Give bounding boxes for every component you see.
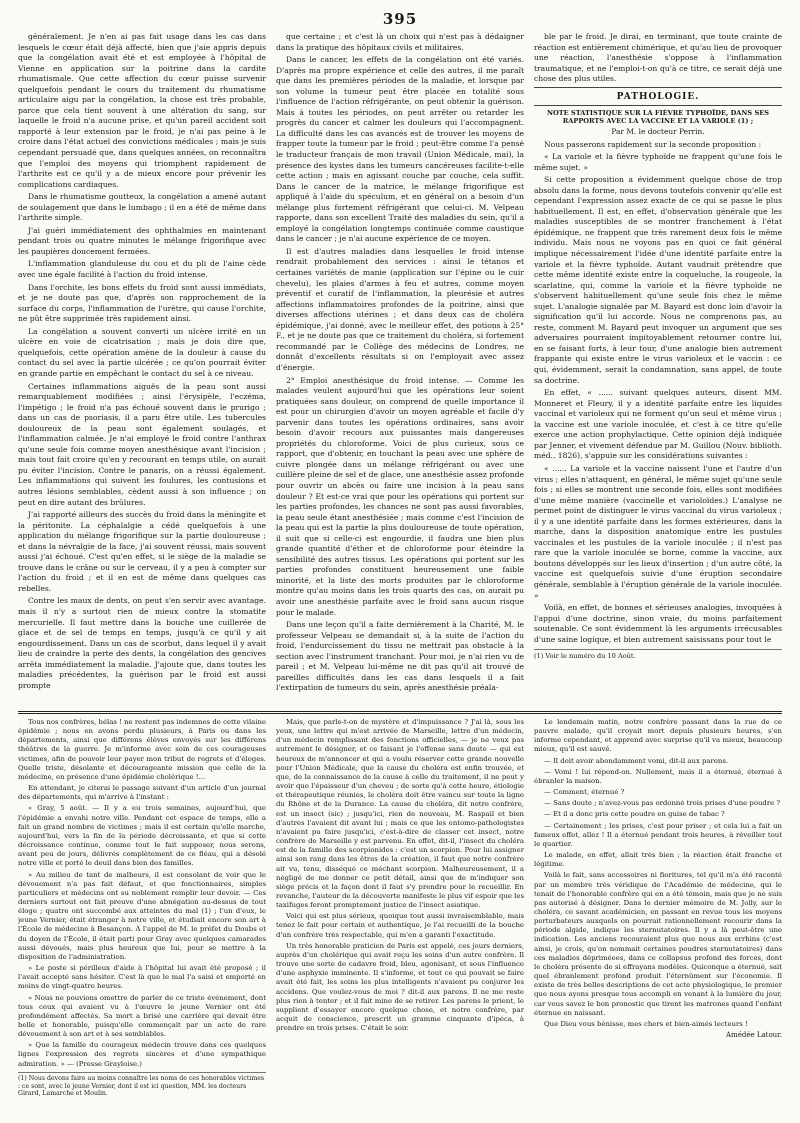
paragraph: 2° Emploi anesthésique du froid intense. — Comme les malades veulent aujourd'hui que les opérations leur soient pratiquées sans douleur, on comprend de quelle importance il est pour un chirurgien d'avoir un moyen agréable et facile d'y parvenir dans toutes les opérations ordinaires, sans avoir besoin d'avoir recours aux puissantes mais dangereuses propriétés du chloroforme. Voici de plus curieux, sous ce rapport, que d'obtenir, en touchant la peau avec une sphère de cuivre plongée dans un mélange réfrigérant ou avec une cuillère pleine de sel et de glace, une anesthésie assez profonde pour ouvrir un abcès ou faire une incision à la peau sans douleur ? Et est-ce vrai que pour les opérations qui portent sur les parties profondes, les chances ne sont pas aussi favorables, la peau seule étant anesthésiée ; mais comme c'est l'incision de la peau qui est la partie la plus douloureuse de toute opération, il suit que si celle-ci est engourdie, il faudra une bien plus grande quantité d'éther et de chloroforme pour éteindre la sensibilité des autres tissus. Les opérations qui portent sur les parties profondes constituent heureusement une faible minorité, et la liste des morts produites par le chloroforme montre qu'au moins dans les trois quarts des cas, on aurait pu avoir une anesthésie parfaite avec le froid sans aucun risque pour le malade. [276,375,524,617]
paragraph: Voici qui est plus sérieux, quoique tout aussi invraisemblable, mais tenez le fait pour certain et authentique, je l'ai recueilli de la bouche d'un confrère très respectable, qui m'en a garanti l'exactitude. [276,912,524,939]
paragraph: Dans l'orchite, les bons effets du froid sont aussi immédiats, et je ne doute pas que, d'après son rapprochement de la surface du corps, l'inflammation de l'urètre, qui cause l'orchite, ne pût être supprimée très rapidement ainsi. [18,282,266,324]
byline: Par M. le docteur Perrin. [611,126,705,136]
paragraph: » Le poste si périlleux d'aide à l'hôpital lui avait été proposé ; il l'avait accepté sans hésiter. C'est là que le mal l'a saisi et emporté en moins de vingt-quatre heures. [18,964,266,991]
feuilleton-divider [18,711,782,714]
bottom-columns [18,718,782,1116]
paragraph: généralement. Je n'en ai pas fait usage dans les cas dans lesquels le cœur était déjà affecté, bien que j'aie appris depuis que la congélation avait été et est employée à l'hôpital de Vienne en application sur la poitrine dans la cardite rhumatismale. Que cette affection du cœur puisse survenir quelquefois pendant le cours du traitement du rhumatisme articulaire aigu par la congélation, la chose est très probable, parce que cela tient souvent à une altération du sang, sur laquelle le froid n'a aucune prise, et qu'un pareil accident soit rapporté à leur extension par le froid, je n'ai pas peine à le croire dans l'état actuel des convictions médicales ; mais je suis cependant persuadé que, dans quelques années, on reconnaîtra que l'emploi des moyens qui triomphent rapidement de l'arthrite est ce qu'il y a de mieux encore pour prévenir les complications cardiaques. [18,32,266,189]
bottom-column-3 [534,718,782,1116]
paragraph: — Et il a donc pris cette poudre en guise de tabac ? [544,810,725,819]
signature: Amédée Latour. [726,1031,782,1039]
paragraph: L'inflammation glanduleuse du cou et du pli de l'aine cède avec une égale facilité à l'action du froid intense. [18,259,266,280]
paragraph: La congélation a souvent converti un ulcère irrité en un ulcère en voie de cicatrisation ; mais je dois dire que, quelquefois, cette opération amène de la douleur à cause du contact du sel avec la partie ulcérée ; ce qu'on pourrait éviter en grande partie en empêchant le contact du sel à ce niveau. [18,326,266,378]
paragraph: Un très honorable praticien de Paris est appelé, ces jours derniers, auprès d'un cholérique qui avait reçu les soins d'un autre confrère. Il trouve une sorte de cadavre froid, bleu, agonisant, et sous l'influence d'une asphyxie imminente. Il s'informe, et tout ce qui pouvait se faire avait été fait, les soins les plus intelligents n'avaient pu conjurer les accidens. Que voulez-vous de moi ? dit-il aux parens. Il ne me reste plus rien à tenter ; et il fait mine de se retirer. Les parens le prient, le supplient d'essayer encore quelque chose, et notre confrère, par acquit de conscience, prescrit un gramme cinquante d'ipéca, à prendre en trois prises. C'était le soir. [276,941,524,1033]
paragraph: Dans le rhumatisme goutteux, la congélation a amené autant de soulagement que dans le lumbago ; il en a été de même dans l'arthrite simple. [18,192,266,223]
paragraph: — Vomi ! lui répond-on. Nullement, mais il a éternué, éternué à ébranler la maison. [534,767,782,785]
paragraph: » Que la famille du courageux médecin trouve dans ces quelques lignes l'expression des regrets sincères et d'une sympathique admiration. » — (Presse Grayloise.) [18,1041,266,1068]
paragraph: En attendant, je citerai le passage suivant d'un article d'un journal des départements, qui m'arrive à l'instant : [18,784,266,802]
paragraph: ble par le froid. Je dirai, en terminant, que toute crainte de réaction est entièrement chimérique, et qu'au lieu de provoquer une réaction, l'anesthésie s'oppose à l'inflammation traumatique, et ne l'emploi-t-on qu'à ce titre, ce serait déjà une chose des plus utiles. [534,32,782,84]
paragraph: Le malade, en effet, allait très bien ; la réaction était franche et légitime. [534,851,782,869]
top-columns [18,32,782,706]
article-title: NOTE STATISTIQUE SUR LA FIÈVRE TYPHOÏDE, DANS SES RAPPORTS AVEC LA VACCINE ET LA VARIOLE (1) ; [546,108,770,126]
paragraph: Le lendemain matin, notre confrère passant dans la rue de ce pauvre malade, qu'il croyait mort depuis plusieurs heures, s'en informe cependant, et apprend avec surprise qu'il va mieux, beaucoup mieux, qu'il est sauvé. [534,718,782,754]
section-rule [534,105,782,106]
paragraph: « Gray, 5 août. — Il y a eu trois semaines, aujourd'hui, que l'épidémie a envahi notre ville. Pendant cet espace de temps, elle a fait un grand nombre de victimes ; mais il est certain qu'elle marche, aujourd'hui, vers la fin de la période décroissante, et que si cette décroissance continue, comme tout le fait supposer, nous serons, avant peu de jours, délivrés complètement de ce fléau, qui a désolé notre ville et porté le deuil dans bien des familles. [18,804,266,868]
paragraph: En effet, « ...... suivant quelques auteurs, disent MM. Monneret et Fleury, il y a identité parfaite entre les liquides vaccinal et varioleux qui ne forment qu'un seul et même virus ; la vaccine est une variole inoculée, et c'est à ce titre qu'elle exerce une action prophylactique. Cette opinion déjà indiquée par Jenner, et vivement défendue par M. Guillou (Nouv. biblioth. méd., 1826), s'appuie sur les considérations suivantes : [534,388,782,461]
paragraph: Il est d'autres maladies dans lesquelles le froid intense rendrait probablement des services : ainsi le tétanos et certaines variétés de manie (application sur l'épine ou le cuir chevelu), les plaies d'armes à feu et autres, comme moyen préventif et curatif de l'inflammation, la pleurésie et autres affections inflammatoires profondes de la poitrine, ainsi que diverses affections utérines ; et dans deux cas de choléra épidémique, j'ai donné, avec le meilleur effet, des potions à 25° F., et je ne doute pas que ce traitement du choléra, si fortement recommandé par le Collège des médecins de Londres, ne donnât d'excellents résultats si on l'employait avec assez d'énergie. [276,246,524,372]
paragraph: — Comment, éternué ? [544,788,625,797]
section-rule [534,87,782,88]
paragraph: Que Dieu vous bénisse, mes chers et bien-aimés lecteurs ! [544,1019,748,1028]
paragraph: J'ai guéri immédiatement des ophthalmies en maintenant pendant trois ou quatre minutes le mélange frigorifique avec les paupières doucement fermées. [18,225,266,256]
top-column-1 [18,32,266,706]
footnote: (1) Nous devons faire au moins connaître les noms de ces honorables victimes : ce sont, avec le jeune Vernier, dont il est ici question, MM. les docteurs Girard, Lamarche et Moulin. [18,1072,266,1098]
paragraph: « La variole et la fièvre typhoïde ne frappent qu'une fois le même sujet. » [534,152,782,172]
paragraph: Certaines inflammations aiguës de la peau sont aussi remarquablement modifiées ; ainsi l'érysipèle, l'eczéma, l'impétigo ; le froid n'a pas échoué souvent dans le prurigo ; dans un cas de psoriasis, il a paru être utile. Les tubercules douloureux de la peau sont également soulagés, et l'inflammation calmée. Je n'ai employé le froid contre l'anthrax qu'une seule fois comme moyen anesthésique avant l'incision ; mais tout fait croire qu'en y recourant en temps utile, on aurait pu éviter l'incision. Contre le panaris, on a réussi également. Les inflammations qui suivent les foulures, les contusions et autres lésions semblables, cèdent aussi à son influence ; on peut en dire autant des brûlures. [18,381,266,507]
paragraph: Tous nos confrères, hélas ! ne restent pas indemnes de cette vilaine épidémie ; nous en avons perdu plusieurs, à Paris ou dans les départements, ainsi que différens élèves envoyés sur les différens théâtres de la guerre. Je m'informe avec soin de ces courageuses victimes, afin de pouvoir leur payer mon tribut de regrets et d'éloges. Quelle triste, désolante et décourageante mission que celle de la médecine, en présence d'une épidémie cholérique !... [18,718,266,781]
section-title: PATHOLOGIE. [616,91,700,102]
paragraph: Voilà le fait, sans accessoires ni fioritures, tel qu'il m'a été raconté par un membre très véridique de l'Académie de médecine, qui le tenait de l'honorable confrère qui en a été témoin, mais que je ne suis pas autorisé à désigner. Dans le dernier mémoire de M. Jolly, sur le choléra, ce savant académicien, en passant en revue tous les moyens perturbateurs auxquels on pourrait rationnellement recourir dans la période algide, indique les sternutatoires. Il y a là peut-être une indication. Les anciens recouraient plus que nous aux errhins (c'est ainsi, je crois, qu'on nommait certaines poudres sternutatoires) dans ces maladies dépriméees, dans ce collapsus profond des forces, dont le choléra présente de si effrayans modèles. Quiconque a éternué, sait quel ébranlement profond produit l'éternûment sur l'économie. Il existe de très belles descriptions de cet acte physiologique, le premier que nous ayons presque tous accompli en venant à la lumière du jour, car vous savez le bon pronostic que tirent les matrones quand l'enfant éternue en naissant. [534,871,782,1017]
paragraph: Nous passerons rapidement sur la seconde proposition : [544,139,762,149]
top-column-3 [534,32,782,706]
paragraph: « ...... La variole et la vaccine naissent l'une et l'autre d'un virus ; elles n'attaquent, en général, le même sujet qu'une seule fois ; si elles se montrent une seconde fois, elles sont modifiées d'une même manière (vaccinelle et varioloïdes.) L'analyse ne permet point de distinguer le virus vaccinal du virus varioleux ; il y a une identité parfaite dans les formes extérieures, dans la marche, dans la disposition anatomique entre les pustules vaccinales et les pustules de la variole inoculée ; il n'est pas rare que la variole inoculée se borne, comme la vaccine, aux boutons développés sur les lieux d'insertion ; d'un autre côté, la vaccine est quelquefois suivie d'une éruption secondaire générale, semblable à l'éruption générale de la variole inoculée. » [534,463,782,600]
paragraph: que certaine ; et c'est là un choix qui n'est pas à dédaigner dans la pratique des hôpitaux civils et militaires. [276,32,524,52]
paragraph: Mais, que parle-t-on de mystère et d'impuissance ? J'ai là, sous les yeux, une lettre qui m'est arrivée de Marseille, lettre d'un médecin, d'un médecin remplissant des fonctions officielles, — je ne veux pas autrement le désigner, et ce faisant je l'offense sans doute — qui est heureux de m'annoncer et qui a voulu réserver cette grande nouvelle pour l'Union Médicale, que la cause du choléra est enfin trouvée, et que, de la connaissance de la cause à celle du traitement, il ne peut y avoir que l'épaisseur d'un cheveu ; de sorte qu'à cette heure, étiologie et thérapeutique réunies, le choléra doit être vaincu sur toute la ligne du Rhône et de la Durance. La cause du choléra, dit notre confrère, est un insect (sic) ; jusqu'ici, rien de nouveau, M. Raspail et bien d'autres l'avaient dit avant lui ; mais ce que les entomo-pathologistes n'avaient pu faire jusqu'ici, c'est-à-dire de classer cet insect, notre confrère de Marseille y est parvenu. En effet, dit-il, l'insect du choléra est de la famille des scorpionides : c'est un scorpion. Pour lui assigner ainsi son rang dans les êtres de la création, il faut que notre confrère ait vu, tenu, disséqué ce méchant scorpion. Malheureusement, il a négligé de me donner ce petit détail, ainsi que de m'indiquer son siège précis et la façon dont il faut s'y prendre pour le recueillir. En revanche, l'auteur de la découverte manifeste le plus vif espoir que les taxifuges feront promptement justice de l'insect asiatique. [276,718,524,910]
top-column-2 [276,32,524,706]
paragraph: » Au milieu de tant de malheurs, il est consolant de voir que le dévouement n'a pas fait défaut, et que fonctionnaires, simples particuliers et médecins ont su noblement remplir leur devoir. — Ces derniers surtout ont fait preuve d'une abnégation au-dessus de tout éloge ; quatre ont succombé aux atteintes du mal (1) ; l'un d'eux, le jeune Vernier, était étranger à notre ville, et étudiait encore son art à l'École de médecine à Besançon. À l'appel de M. le préfet du Doubs et du doyen de l'École, il était parti pour Gray avec quelques camarades aussi dévoués, mais plus heureux que lui, pour se mettre à la disposition de l'administration. [18,870,266,961]
footnote: (1) Voir le numéro du 10 Août. [534,649,782,660]
paragraph: Dans le cancer, les effets de la congélation ont été variés. D'après ma propre expérience et celle des autres, il me paraît que dans les premières périodes de la maladie, et lorsque par son volume la tumeur peut être placée en totalité sous l'influence de l'action réfrigérante, on peut obtenir la guérison. Mais à toutes les périodes, on peut arrêter ou retarder les progrès du cancer et calmer les douleurs qui l'accompagnent. La difficulté dans les cas avancés est de trouver les moyens de frapper toute la tumeur par le froid ; peut-être comme l'a pensé le traducteur français de mon travail (Union Médicale, mai), la présence des kystes dans les tumeurs cancéreuses facilite-t-elle cette action ; mais en agissant couche par couche, cela suffit. Dans le cancer de la matrice, le mélange frigorifique est appliqué à l'aide du spéculum, et en général on a besoin d'un mélange plus fortement réfrigérant que celui-ci. M. Velpeau rapporte, dans son excellent Traité des maladies du sein, qu'il a employé la congélation longtemps continuée comme caustique dans le cancer ; je n'ai aucune expérience de ce moyen. [276,55,524,244]
paragraph: J'ai rapporté ailleurs des succès du froid dans la méningite et la péritonite. La céphalalgie a cédé quelquefois à une application du mélange frigorifique sur la partie douloureuse ; et dans la névralgie de la face, j'ai souvent réussi, mais souvent aussi j'ai échoué. C'est qu'en effet, si le siège de la maladie se trouve dans le crâne ou sur le cerveau, il y a peu à compter sur l'action du froid ; et il en est de même dans quelques cas rebelles. [18,510,266,593]
bottom-column-1 [18,718,266,1116]
paragraph: Voilà, en effet, de bonnes et sérieuses analogies, invoquées à l'appui d'une doctrine, sinon vraie, du moins parfaitement soutenable. Ce sont évidemment là les arguments irrécusables d'une saine logique, et bien autrement saisissans pour tout le [534,603,782,644]
bottom-column-2 [276,718,524,1116]
page-number: 395 [382,10,418,28]
paragraph: — Certainement ; les prises, c'est pour priser ; et cela lui a fait un fameux effet, allez ! Il a éternué pendant trois heures, à réveiller tout le quartier. [534,821,782,848]
paragraph: — Sans doute ; n'avez-vous pas ordonné trois prises d'une poudre ? [544,799,781,808]
paragraph: » Nous ne pouvions omettre de parler de ce triste événement, dont tous ceux qui avaient vu à l'œuvre le jeune Vernier ont été profondément affectés. Sa mort a brisé une carrière qui devait être belle et honorable, puisqu'elle commençait par un acte de rare dévouement à son art et à ses semblables. [18,993,266,1039]
paragraph: — Il doit avoir abondamment vomi, dit-il aux parens. [544,756,729,765]
paragraph: Contre les maux de dents, on peut s'en servir avec avantage. mais il n'y a surtout rien de mieux contre la stomatite mercurielle. Il faut mettre dans la bouche une cuillerée de glace et de sel de temps en temps, jusqu'à ce qu'il y ait engourdissement. Dans un cas de scorbut, dans lequel il y avait lieu de craindre la perte des dents, la congélation des gencives arrêta immédiatement la maladie. J'ajoute que, dans toutes les maladies précédentes, la guérison par le froid est aussi prompte [18,596,266,690]
paragraph: Dans une leçon qu'il a faite dernièrement à la Charité, M. le professeur Velpeau se demandait si, à la suite de l'action du froid, l'endurcissement du tissu ne mettrait pas obstacle à la section avec l'instrument tranchant. Pour moi, je n'ai rien vu de pareil ; et M. Velpeau lui-même ne dit pas qu'il ait trouvé de pareilles difficultés dans les cas dans lesquels il a fait l'extirpation de tumeurs du sein, après anesthésie préala- [276,620,524,693]
paragraph: Si cette proposition a évidemment quelque chose de trop absolu dans la forme, nous devons toutefois convenir qu'elle est cependant l'expression assez exacte de ce qui se passe le plus habituellement. Il est, en effet, d'observation générale que les maladies susceptibles de se montrer franchement à l'état épidémique, ne frappent que très rarement deux fois le même individu. Mais nous ne voyons pas en quoi ce fait général implique nécessairement l'idée d'une identité parfaite entre la variole et la fièvre typhoïde. Autant vaudrait prétendre que cette même identité existe entre la coqueluche, la rougeole, la scarlatine, qui, comme la variole et la fièvre typhoïde ne s'observent habituellement qu'une seule fois chez le même sujet. L'analogie signalée par M. Bayard est donc loin d'avoir la signification qu'il lui accorde. Nous ne comprenons pas, au reste, comment M. Bayard peut invoquer un argument que ses adversaires pourraient impitoyablement retourner contre lui, en se faisant forts, à leur tour, d'une analogie bien autrement frappante qui existe entre le virus varioleux et le vaccin : ce qui, évidemment, serait la condamnation, sans appel, de toute sa doctrine. [534,175,782,385]
